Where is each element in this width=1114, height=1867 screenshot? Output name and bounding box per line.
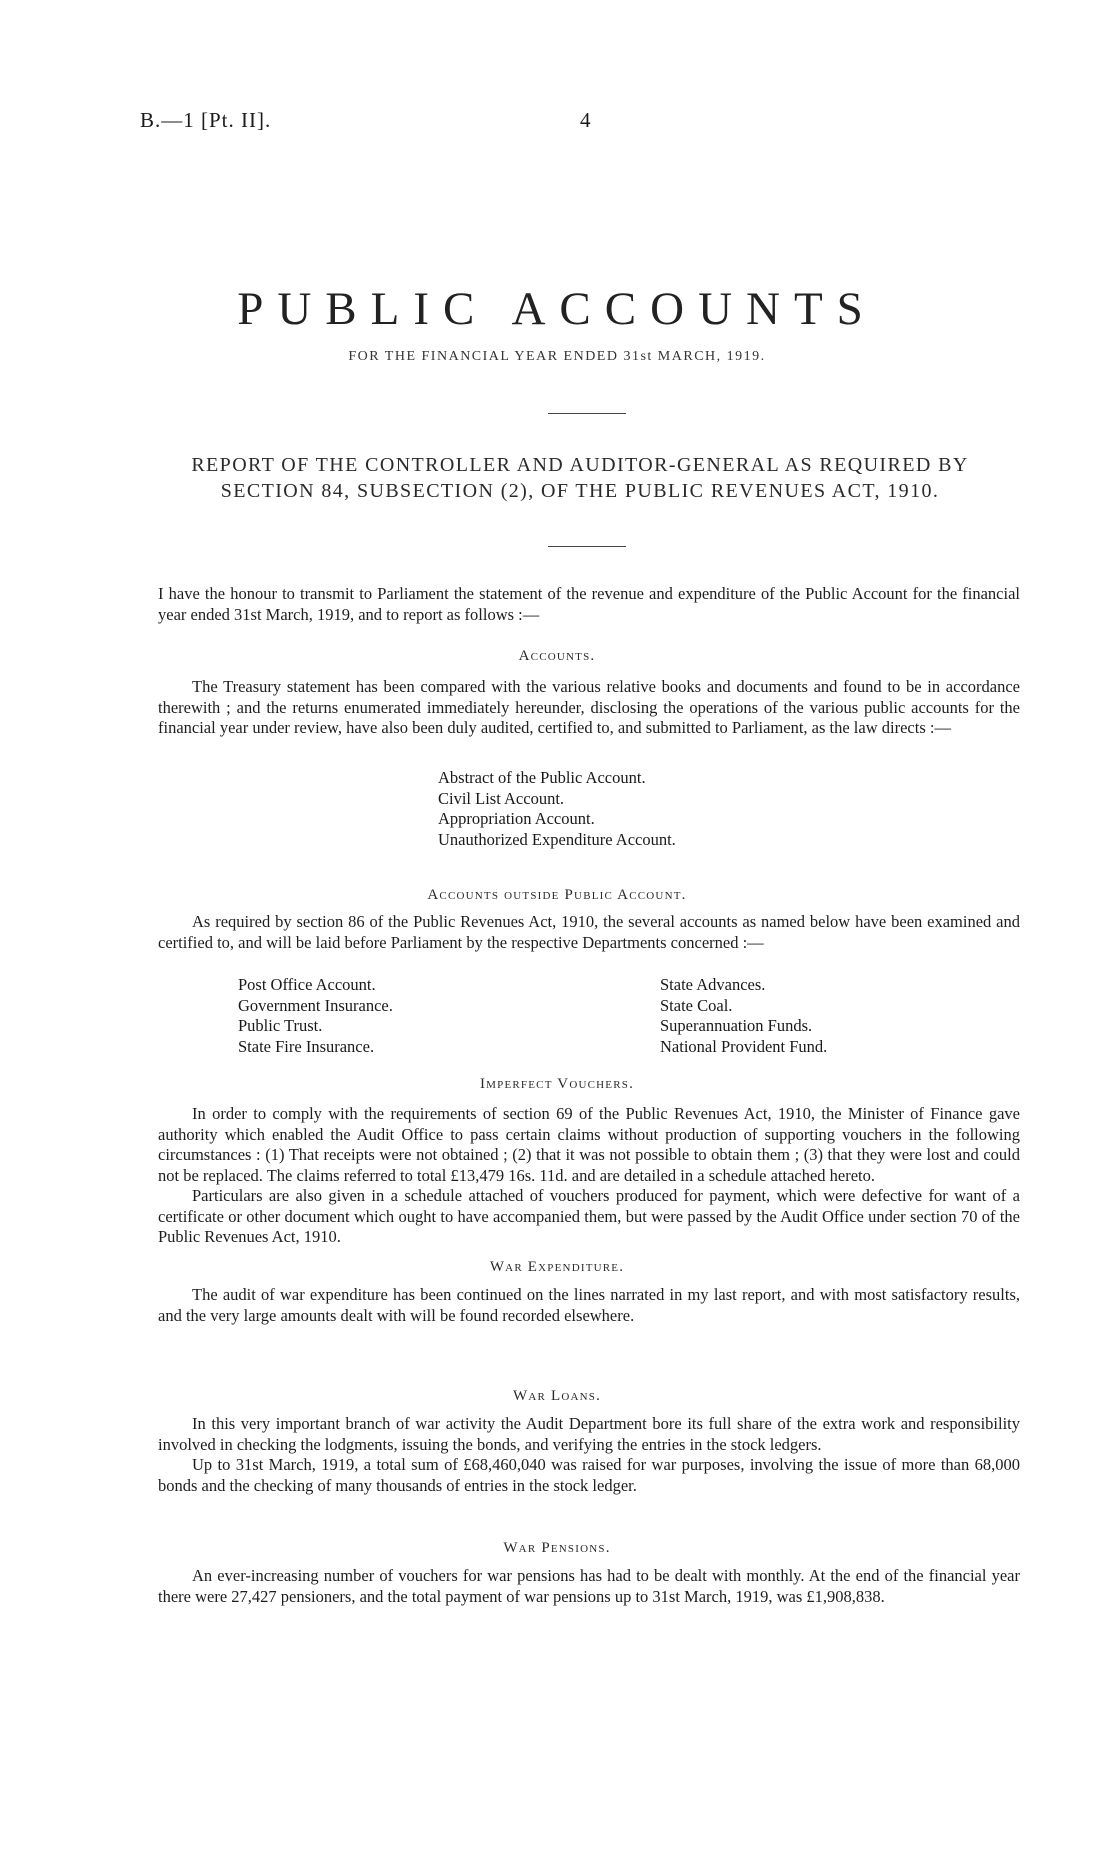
report-heading-line-1: REPORT OF THE CONTROLLER AND AUDITOR-GENERAL AS REQUIRED BY xyxy=(191,454,969,476)
accounts-section xyxy=(158,677,1020,739)
list-item: Abstract of the Public Account. xyxy=(438,768,646,787)
list-item: Government Insurance. xyxy=(238,995,393,1015)
page-title: PUBLIC ACCOUNTS xyxy=(237,283,877,335)
intro-paragraph xyxy=(158,584,1020,625)
page-subtitle: FOR THE FINANCIAL YEAR ENDED 31st MARCH, 1919. xyxy=(348,349,766,364)
list-item: State Fire Insurance. xyxy=(238,1036,375,1056)
outside-accounts-list-left xyxy=(238,975,393,1057)
war-loans-section xyxy=(158,1414,1020,1496)
divider-rule xyxy=(548,546,626,547)
list-item: Superannuation Funds. xyxy=(660,1016,813,1035)
war-expenditure-section xyxy=(158,1285,1020,1326)
section-heading-accounts: Accounts. xyxy=(518,648,596,664)
outside-accounts-section xyxy=(158,912,1020,953)
war-loans-paragraph-1: In this very important branch of war activity the Audit Department bore its full share of the extra work and responsibility involved in checking the lodgments, issuing the bonds, and verifying the entries in the stock ledgers. xyxy=(158,1414,1020,1454)
war-expenditure-paragraph: The audit of war expenditure has been continued on the lines narrated in my last report, and with most satisfactory results, and the very large amounts dealt with will be found recorded elsewhere. xyxy=(158,1285,1020,1325)
war-pensions-section xyxy=(158,1566,1020,1607)
section-heading-outside-accounts: Accounts outside Public Account. xyxy=(427,887,687,903)
imperfect-vouchers-paragraph-1: In order to comply with the requirements of section 69 of the Public Revenues Act, 1910, the Minister of Finance gave authority which enabled the Audit Office to pass certain claims without production of supporting vouchers in the following circumstances : (1) That receipts were not obtained ; (2) that it was not possible to obtain them ; (3) that they were lost and could not be replaced. The claims referred to total £13,479 16s. 11d. and are detailed in a schedule attached hereto. xyxy=(158,1104,1020,1185)
section-heading-war-loans: War Loans. xyxy=(512,1388,602,1404)
list-item: State Coal. xyxy=(660,995,733,1015)
divider-rule xyxy=(548,413,626,414)
section-heading-war-pensions: War Pensions. xyxy=(503,1540,611,1556)
war-loans-paragraph-2: Up to 31st March, 1919, a total sum of £68,460,040 was raised for war purposes, involving the issue of more than 68,000 bonds and the checking of many thousands of entries in the stock ledger. xyxy=(158,1455,1020,1495)
list-item: Unauthorized Expenditure Account. xyxy=(438,829,676,849)
accounts-paragraph: The Treasury statement has been compared with the various relative books and documents and found to be in accordance therewith ; and the returns enumerated immediately hereunder, disclosing the operations of the various public accounts for the financial year under review, have also been duly audited, certified to, and submitted to Parliament, as the law directs :— xyxy=(158,677,1020,737)
list-item: Civil List Account. xyxy=(438,788,565,808)
list-item: State Advances. xyxy=(660,975,766,994)
list-item: Appropriation Account. xyxy=(438,809,595,828)
section-heading-imperfect-vouchers: Imperfect Vouchers. xyxy=(479,1076,635,1092)
intro-text: I have the honour to transmit to Parliament the statement of the revenue and expenditure of the Public Account for the financial year ended 31st March, 1919, and to report as follows :— xyxy=(158,584,1020,624)
outside-accounts-paragraph: As required by section 86 of the Public Revenues Act, 1910, the several accounts as named below have been examined and certified to, and will be laid before Parliament by the respective Departments concerned :— xyxy=(158,912,1020,952)
running-head: B.—1 [Pt. II]. xyxy=(140,108,272,132)
list-item: Public Trust. xyxy=(238,1016,323,1035)
imperfect-vouchers-section xyxy=(158,1104,1020,1248)
report-heading-line-2: SECTION 84, SUBSECTION (2), OF THE PUBLIC REVENUES ACT, 1910. xyxy=(220,480,940,502)
list-item: Post Office Account. xyxy=(238,975,376,994)
war-pensions-paragraph: An ever-increasing number of vouchers for war pensions has had to be dealt with monthly. At the end of the financial year there were 27,427 pensioners, and the total payment of war pensions up to 31st March, 1919, was £1,908,838. xyxy=(158,1566,1020,1606)
report-heading xyxy=(140,452,1020,504)
outside-accounts-list-right xyxy=(660,975,827,1057)
list-item: National Provident Fund. xyxy=(660,1036,828,1056)
public-accounts-list xyxy=(438,768,676,850)
imperfect-vouchers-paragraph-2: Particulars are also given in a schedule attached of vouchers produced for payment, which were defective for want of a certificate or other document which ought to have accompanied them, but were passed by the Audit Office under section 70 of the Public Revenues Act, 1910. xyxy=(158,1186,1020,1246)
page-number: 4 xyxy=(580,108,591,132)
section-heading-war-expenditure: War Expenditure. xyxy=(489,1259,625,1275)
